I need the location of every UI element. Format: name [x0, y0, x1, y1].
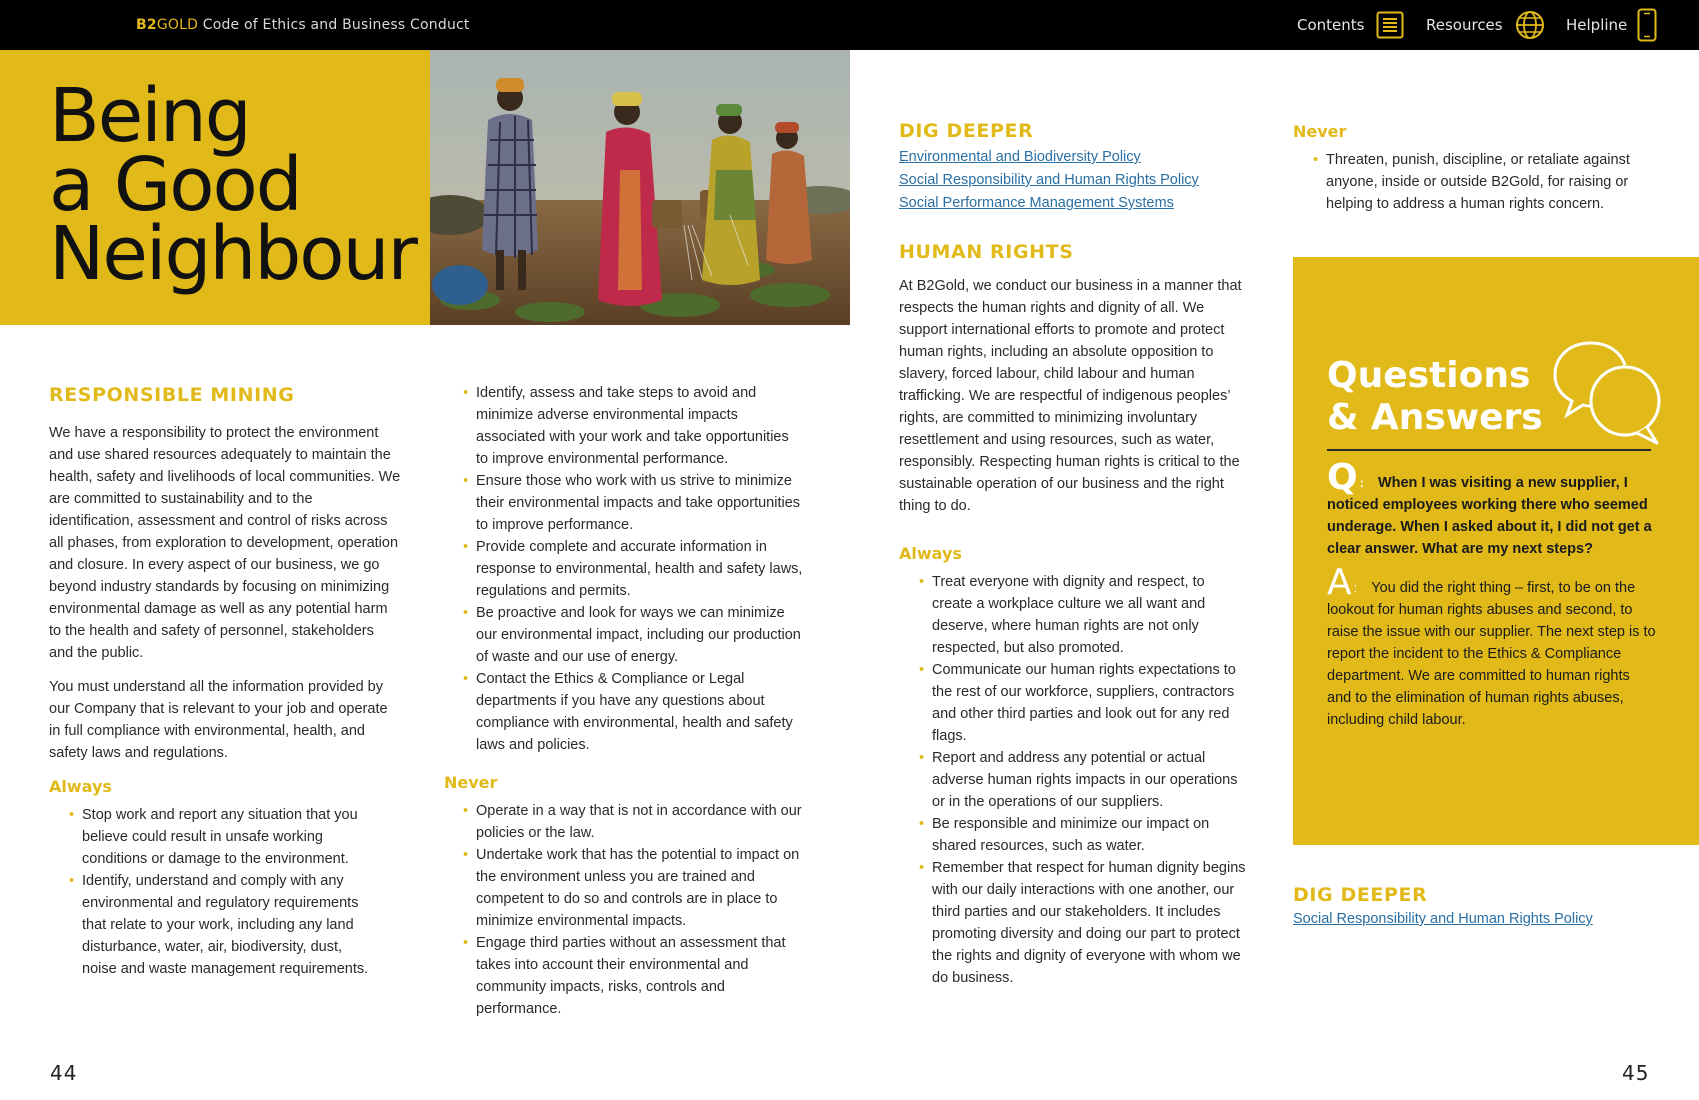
human-rights-never-list: [1313, 149, 1643, 215]
column-responsible-mining-continued: [444, 382, 803, 1020]
responsible-mining-paragraph-2: You must understand all the information provided by our Company that is relevant to your job and operate in full compliance with environmental, health, and safety laws and regulations.: [49, 679, 388, 761]
link-social-performance-management-systems[interactable]: Social Performance Management Systems: [899, 195, 1174, 211]
top-bar: [0, 0, 1699, 50]
responsible-mining-never-heading: Never: [444, 773, 498, 792]
nav-contents-button[interactable]: [1297, 0, 1404, 50]
list-item: • Engage third parties without an assessment that takes into account their environmental and community impacts, risks, controls and performance.: [463, 932, 803, 1020]
responsible-mining-always-list-continued: [463, 382, 803, 756]
dig-deeper-2-heading: DIG DEEPER: [1293, 884, 1428, 906]
nav-helpline-label: Helpline: [1566, 16, 1628, 34]
link-social-responsibility-human-rights-policy[interactable]: Social Responsibility and Human Rights Policy: [899, 172, 1199, 188]
list-item: • Contact the Ethics & Compliance or Legal departments if you have any questions about compliance with environmental, health and safety laws and policies.: [463, 668, 803, 756]
qa-title-line-1: Questions: [1327, 355, 1531, 396]
qa-content: [1327, 457, 1657, 731]
list-item: • Be proactive and look for ways we can minimize our environmental impact, including our production of waste and our use of energy.: [463, 602, 803, 668]
page-number-left: 44: [50, 1061, 78, 1085]
link-social-responsibility-human-rights-policy-2[interactable]: Social Responsibility and Human Rights Policy: [1293, 911, 1593, 927]
page-title-line-3: Neighbour: [49, 211, 416, 297]
responsible-mining-paragraph-1: We have a responsibility to protect the environment and use shared resources adequately to maintain the health, safety and livelihoods of local communities. We are committed to sustainability and to the identification, assessment and control of risks across all phases, from exploration to development, operation and closure. In every aspect of our business, we go beyond industry standards by focusing on minimizing environmental damage as well as any potential harm to the health and safety of personnel, stakeholders and the public.: [49, 425, 401, 661]
list-item: • Stop work and report any situation that you believe could result in unsafe working conditions or damage to the environment.: [69, 804, 379, 870]
a-colon: :: [1353, 580, 1358, 595]
phone-icon: [1637, 8, 1657, 42]
qa-title: [1327, 355, 1543, 439]
human-rights-always-list: [919, 571, 1249, 989]
questions-answers-box: [1293, 257, 1699, 845]
responsible-mining-heading: RESPONSIBLE MINING: [49, 384, 295, 406]
q-colon: :: [1359, 475, 1364, 490]
dig-deeper-heading: DIG DEEPER: [899, 120, 1034, 142]
column-human-rights: [899, 120, 1249, 989]
human-rights-never-heading: Never: [1293, 122, 1347, 141]
list-item: • Identify, understand and comply with any environmental and regulatory requirements that relate to your work, including any land disturbance, water, air, biodiversity, dust, noise and waste management requirements.: [69, 870, 379, 980]
responsible-mining-always-list: [69, 804, 379, 980]
nav-helpline-button[interactable]: [1566, 0, 1657, 50]
women-watering-crops-image: [430, 50, 850, 325]
list-item: • Be responsible and minimize our impact on shared resources, such as water.: [919, 813, 1249, 857]
qa-divider: [1327, 449, 1651, 451]
list-item: • Threaten, punish, discipline, or retaliate against anyone, inside or outside B2Gold, for raising or helping to address a human rights concern.: [1313, 149, 1643, 215]
list-item: • Undertake work that has the potential to impact on the environment unless you are trained and competent to do so and controls are in place to minimize environmental impacts.: [463, 844, 803, 932]
nav-resources-button[interactable]: [1426, 0, 1545, 50]
list-item: • Treat everyone with dignity and respect, to create a workplace culture we all want and deserve, where human rights are not only respected, but also promoted.: [919, 571, 1249, 659]
dig-deeper-section-2: [1293, 884, 1673, 931]
page-title-line-1: Being: [49, 73, 250, 159]
human-rights-paragraph: At B2Gold, we conduct our business in a manner that respects the human rights and dignity of all. We support international efforts to promote and protect human rights, including an absolute opposition to slavery, forced labour, child labour and human trafficking. We are respectful of indigenous peoples’ rights, are committed to minimizing involuntary resettlement and using resources, such as water, responsibly. Respecting human rights is critical to the sustainable operation of our business and the right thing to do.: [899, 278, 1242, 514]
list-item: • Ensure those who work with us strive to minimize their environmental impacts and take opportunities to improve performance.: [463, 470, 803, 536]
list-item: • Remember that respect for human dignity begins with our daily interactions with one another, our third parties and our stakeholders. It includes promoting diversity and doing our part to protect the rights and dignity of everyone with whom we do business.: [919, 857, 1249, 989]
list-item: • Operate in a way that is not in accordance with our policies or the law.: [463, 800, 803, 844]
a-letter: A: [1327, 562, 1352, 603]
page-number-right: 45: [1622, 1061, 1650, 1085]
human-rights-heading: HUMAN RIGHTS: [899, 241, 1074, 263]
document-brand-title: [136, 17, 470, 33]
qa-question-text: When I was visiting a new supplier, I noticed employees working there who seemed underage. When I asked about it, I did not get a clear answer. What are my next steps?: [1327, 475, 1652, 557]
nav-resources-label: Resources: [1426, 16, 1503, 34]
nav-contents-label: Contents: [1297, 16, 1365, 34]
link-environmental-biodiversity-policy[interactable]: Environmental and Biodiversity Policy: [899, 149, 1141, 165]
qa-question: [1327, 457, 1657, 560]
column-responsible-mining: [49, 384, 401, 980]
qa-answer-text: You did the right thing – first, to be on the lookout for human rights abuses and second, to raise the issue with our supplier. The next step is to report the incident to the Ethics & Compliance department. We are committed to human rights and to the elimination of human rights abuses, including child labour.: [1327, 580, 1656, 728]
page-title-line-2: a Good: [49, 142, 301, 228]
brand-subtitle: Code of Ethics and Business Conduct: [198, 17, 470, 33]
speech-bubbles-icon: [1553, 339, 1673, 449]
contents-list-icon: [1376, 11, 1404, 39]
page-title: [49, 73, 429, 297]
qa-title-line-2: & Answers: [1327, 397, 1543, 438]
human-rights-always-heading: Always: [899, 544, 962, 563]
list-item: • Provide complete and accurate information in response to environmental, health and safety laws, regulations and permits.: [463, 536, 803, 602]
list-item: • Report and address any potential or actual adverse human rights impacts in our operations or in the operations of our suppliers.: [919, 747, 1249, 813]
responsible-mining-always-heading: Always: [49, 777, 112, 796]
column-human-rights-never: [1293, 121, 1663, 215]
globe-icon: [1515, 10, 1545, 40]
brand-gold: GOLD: [156, 17, 199, 33]
list-item: • Communicate our human rights expectations to the rest of our workforce, suppliers, contractors and other third parties and look out for any red flags.: [919, 659, 1249, 747]
workers-photo: [430, 50, 850, 325]
list-item: • Identify, assess and take steps to avoid and minimize adverse environmental impacts associated with your work and take opportunities to improve environmental performance.: [463, 382, 803, 470]
q-letter: Q: [1327, 457, 1358, 498]
responsible-mining-never-list: [463, 800, 803, 1020]
brand-b2: B2: [136, 17, 157, 33]
qa-answer: [1327, 562, 1657, 731]
